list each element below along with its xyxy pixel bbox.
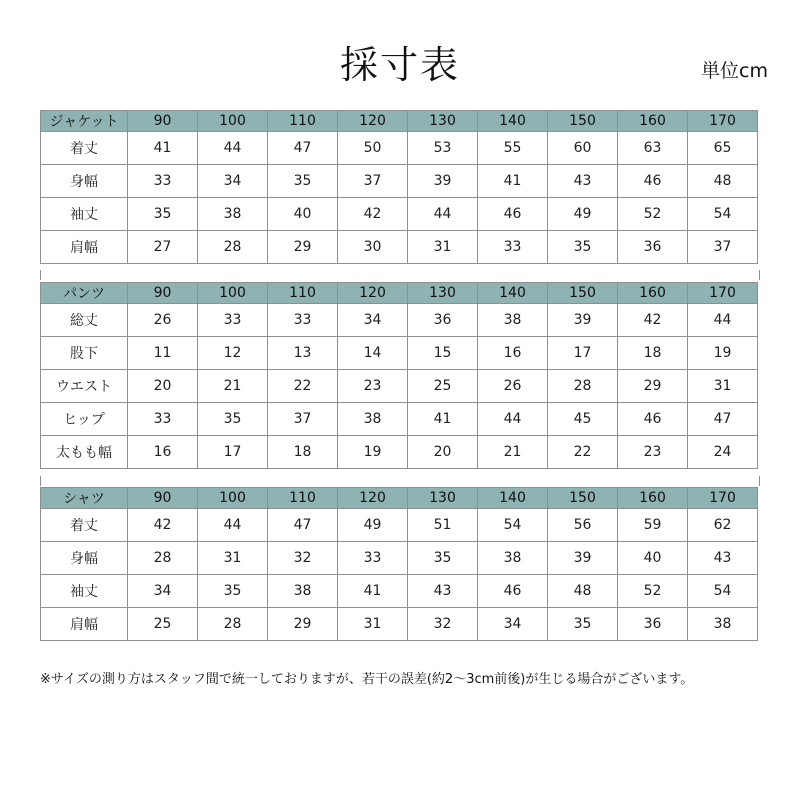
size-header: 140 (478, 283, 548, 304)
table-cell: 33 (338, 542, 408, 575)
table-cell: 19 (338, 436, 408, 469)
table-row (41, 165, 758, 198)
table-row (41, 231, 758, 264)
table-cell: 28 (198, 231, 268, 264)
table-cell: 44 (198, 132, 268, 165)
size-header: 160 (618, 283, 688, 304)
table-cell: 38 (478, 542, 548, 575)
table-row (41, 403, 758, 436)
size-header: 130 (408, 111, 478, 132)
table-row (41, 509, 758, 542)
table-cell: 48 (688, 165, 758, 198)
measurement-label: 肩幅 (41, 231, 128, 264)
table-cell: 33 (198, 304, 268, 337)
page-title: 採寸表 (339, 43, 460, 87)
table-cell: 31 (338, 608, 408, 641)
table-gap (40, 270, 760, 280)
section-name: パンツ (41, 283, 128, 304)
table-cell: 38 (688, 608, 758, 641)
table-cell: 56 (548, 509, 618, 542)
measurement-label: 袖丈 (41, 198, 128, 231)
table-cell: 42 (128, 509, 198, 542)
table-row (41, 575, 758, 608)
section-name: シャツ (41, 488, 128, 509)
shirt-size-table (40, 487, 758, 641)
table-cell: 17 (548, 337, 618, 370)
size-header: 100 (198, 111, 268, 132)
size-header: 170 (688, 488, 758, 509)
table-cell: 29 (268, 608, 338, 641)
size-header: 140 (478, 488, 548, 509)
table-cell: 18 (268, 436, 338, 469)
table-row (41, 542, 758, 575)
table-cell: 35 (408, 542, 478, 575)
table-cell: 65 (688, 132, 758, 165)
table-cell: 24 (688, 436, 758, 469)
table-cell: 50 (338, 132, 408, 165)
table-cell: 62 (688, 509, 758, 542)
table-cell: 41 (338, 575, 408, 608)
size-header: 140 (478, 111, 548, 132)
jacket-size-table (40, 110, 758, 264)
measurement-label: ウエスト (41, 370, 128, 403)
table-cell: 38 (198, 198, 268, 231)
table-cell: 52 (618, 198, 688, 231)
table-row (41, 132, 758, 165)
table-cell: 28 (548, 370, 618, 403)
table-cell: 14 (338, 337, 408, 370)
table-cell: 21 (478, 436, 548, 469)
table-cell: 43 (548, 165, 618, 198)
size-header: 110 (268, 283, 338, 304)
table-cell: 18 (618, 337, 688, 370)
table-header-row (41, 488, 758, 509)
size-header: 130 (408, 283, 478, 304)
table-row (41, 608, 758, 641)
table-cell: 46 (478, 198, 548, 231)
table-gap (40, 476, 760, 486)
size-header: 90 (128, 488, 198, 509)
table-cell: 53 (408, 132, 478, 165)
table-row (41, 436, 758, 469)
table-cell: 46 (478, 575, 548, 608)
table-cell: 43 (688, 542, 758, 575)
table-cell: 52 (618, 575, 688, 608)
table-cell: 36 (618, 608, 688, 641)
table-row (41, 304, 758, 337)
table-cell: 55 (478, 132, 548, 165)
table-cell: 20 (408, 436, 478, 469)
size-header: 100 (198, 283, 268, 304)
table-cell: 46 (618, 165, 688, 198)
table-cell: 51 (408, 509, 478, 542)
size-header: 120 (338, 488, 408, 509)
table-cell: 25 (408, 370, 478, 403)
size-header: 150 (548, 488, 618, 509)
table-cell: 54 (688, 575, 758, 608)
table-cell: 49 (548, 198, 618, 231)
table-cell: 28 (198, 608, 268, 641)
table-cell: 38 (268, 575, 338, 608)
table-cell: 35 (128, 198, 198, 231)
measurement-label: 身幅 (41, 542, 128, 575)
size-header: 90 (128, 111, 198, 132)
table-cell: 49 (338, 509, 408, 542)
table-cell: 31 (688, 370, 758, 403)
table-cell: 20 (128, 370, 198, 403)
table-cell: 22 (268, 370, 338, 403)
table-cell: 33 (268, 304, 338, 337)
table-cell: 40 (268, 198, 338, 231)
table-header-row (41, 111, 758, 132)
table-cell: 36 (408, 304, 478, 337)
table-cell: 26 (128, 304, 198, 337)
table-cell: 42 (338, 198, 408, 231)
table-cell: 35 (198, 403, 268, 436)
size-header: 110 (268, 488, 338, 509)
table-cell: 35 (198, 575, 268, 608)
table-cell: 35 (548, 231, 618, 264)
table-header-row (41, 283, 758, 304)
table-cell: 37 (268, 403, 338, 436)
table-cell: 31 (408, 231, 478, 264)
table-cell: 28 (128, 542, 198, 575)
table-cell: 54 (478, 509, 548, 542)
table-cell: 34 (128, 575, 198, 608)
table-cell: 16 (128, 436, 198, 469)
table-cell: 15 (408, 337, 478, 370)
size-header: 130 (408, 488, 478, 509)
table-cell: 31 (198, 542, 268, 575)
table-cell: 36 (618, 231, 688, 264)
table-cell: 37 (688, 231, 758, 264)
table-cell: 34 (198, 165, 268, 198)
table-cell: 33 (128, 403, 198, 436)
table-cell: 38 (338, 403, 408, 436)
unit-label: 単位cm (701, 60, 768, 82)
table-cell: 11 (128, 337, 198, 370)
table-cell: 48 (548, 575, 618, 608)
table-cell: 43 (408, 575, 478, 608)
table-cell: 22 (548, 436, 618, 469)
table-cell: 46 (618, 403, 688, 436)
size-header: 170 (688, 111, 758, 132)
table-cell: 37 (338, 165, 408, 198)
size-header: 160 (618, 488, 688, 509)
table-cell: 47 (688, 403, 758, 436)
table-cell: 40 (618, 542, 688, 575)
measurement-label: 着丈 (41, 509, 128, 542)
table-row (41, 370, 758, 403)
table-cell: 35 (268, 165, 338, 198)
table-cell: 34 (338, 304, 408, 337)
table-cell: 59 (618, 509, 688, 542)
table-cell: 29 (268, 231, 338, 264)
section-name: ジャケット (41, 111, 128, 132)
table-cell: 47 (268, 132, 338, 165)
table-cell: 60 (548, 132, 618, 165)
table-cell: 38 (478, 304, 548, 337)
measurement-label: ヒップ (41, 403, 128, 436)
table-cell: 44 (688, 304, 758, 337)
table-cell: 47 (268, 509, 338, 542)
size-header: 160 (618, 111, 688, 132)
table-cell: 23 (338, 370, 408, 403)
table-cell: 42 (618, 304, 688, 337)
size-header: 120 (338, 111, 408, 132)
table-cell: 44 (198, 509, 268, 542)
table-cell: 19 (688, 337, 758, 370)
table-cell: 45 (548, 403, 618, 436)
measurement-label: 身幅 (41, 165, 128, 198)
table-cell: 16 (478, 337, 548, 370)
size-header: 90 (128, 283, 198, 304)
table-row (41, 337, 758, 370)
table-cell: 41 (478, 165, 548, 198)
table-cell: 41 (128, 132, 198, 165)
size-header: 110 (268, 111, 338, 132)
table-cell: 26 (478, 370, 548, 403)
measurement-label: 肩幅 (41, 608, 128, 641)
table-cell: 34 (478, 608, 548, 641)
table-cell: 13 (268, 337, 338, 370)
table-row (41, 198, 758, 231)
table-cell: 29 (618, 370, 688, 403)
table-cell: 12 (198, 337, 268, 370)
table-cell: 33 (478, 231, 548, 264)
size-table (40, 487, 758, 641)
measurement-label: 着丈 (41, 132, 128, 165)
measurement-label: 股下 (41, 337, 128, 370)
measurement-label: 総丈 (41, 304, 128, 337)
table-cell: 25 (128, 608, 198, 641)
measurement-label: 袖丈 (41, 575, 128, 608)
measurement-note: ※サイズの測り方はスタッフ間で統一しておりますが、若干の誤差(約2〜3cm前後)が生じる場合がございます。 (40, 672, 694, 687)
table-cell: 63 (618, 132, 688, 165)
table-cell: 54 (688, 198, 758, 231)
size-header: 170 (688, 283, 758, 304)
pants-size-table (40, 282, 758, 469)
table-cell: 41 (408, 403, 478, 436)
table-cell: 44 (478, 403, 548, 436)
size-table (40, 110, 758, 264)
table-cell: 30 (338, 231, 408, 264)
table-cell: 39 (548, 542, 618, 575)
table-cell: 33 (128, 165, 198, 198)
size-header: 150 (548, 283, 618, 304)
table-cell: 44 (408, 198, 478, 231)
size-table (40, 282, 758, 469)
table-cell: 32 (408, 608, 478, 641)
size-header: 100 (198, 488, 268, 509)
table-cell: 23 (618, 436, 688, 469)
measurement-label: 太もも幅 (41, 436, 128, 469)
table-cell: 21 (198, 370, 268, 403)
size-header: 150 (548, 111, 618, 132)
table-cell: 39 (408, 165, 478, 198)
table-cell: 39 (548, 304, 618, 337)
table-cell: 17 (198, 436, 268, 469)
size-header: 120 (338, 283, 408, 304)
table-cell: 32 (268, 542, 338, 575)
table-cell: 35 (548, 608, 618, 641)
table-cell: 27 (128, 231, 198, 264)
